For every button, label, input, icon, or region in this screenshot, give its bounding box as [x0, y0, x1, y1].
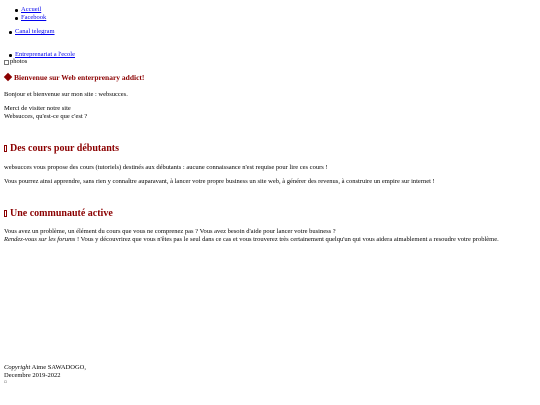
hero-image-alt: photos [10, 58, 28, 65]
footer-dates: Decembre 2019-2022 [4, 372, 61, 379]
footer-mark: ¤ [4, 380, 7, 386]
nav-link-facebook[interactable]: Facebook [21, 14, 47, 21]
courses-paragraph-1: websucces vous propose des cours (tutoriels) destinés aux débutants : aucune connaissance n'est requise pour lire ces cours ! [4, 164, 328, 171]
intro-text: Bonjour et bienvenue sur mon site : websucces. [4, 91, 128, 98]
nav-item-accueil [4, 6, 46, 14]
copyright-author: Aime SAWADOGO, [30, 364, 87, 371]
copyright-label: Copyright [4, 364, 31, 371]
entrepreneurship-link[interactable]: Entreprenariat a l'ecole [15, 51, 75, 58]
community-heading-text: Une communauté active [10, 208, 113, 219]
what-is-text: Websucces, qu'est-ce que c'est ? [4, 113, 88, 120]
community-line-2 [4, 236, 538, 244]
telegram-link[interactable]: Canal telegram [15, 28, 55, 35]
thanks-text: Merci de visiter notre site [4, 105, 71, 112]
telegram-list [0, 28, 55, 36]
forums-link-text: Rendez-vous sur les forums [4, 236, 76, 243]
courses-paragraph-2: Vous pourrez ainsi apprendre, sans rien y connaître auparavant, à lancer votre propre business un site web, à générer des revenus, à construire un empire sur internet ! [4, 178, 435, 185]
main-nav [4, 6, 46, 22]
hero-image [4, 58, 27, 66]
community-heading [4, 208, 113, 220]
courses-heading [4, 143, 119, 155]
nav-link-accueil[interactable]: Accueil [21, 6, 42, 13]
page-title [3, 73, 144, 82]
courses-heading-text: Des cours pour débutants [10, 143, 119, 154]
footer-copyright [4, 364, 86, 372]
broken-image-icon [4, 60, 9, 65]
community-line-2-rest: ! Vous y découvrirez que vous n'êtes pas le seul dans ce cas et vous trouverez très certainement quelqu'un qui vous aidera aimablement a resoudre votre problème. [75, 236, 499, 243]
community-line-1: Vous avez un problème, un élément du cours que vous ne comprenez pas ? Vous avez besoin d'aide pour lancer votre business ? [4, 228, 336, 235]
missing-glyph-icon [4, 145, 7, 152]
nav-item-facebook [4, 14, 46, 22]
diamond-replacement-icon [4, 73, 12, 81]
missing-glyph-icon [4, 210, 7, 217]
nav-item-telegram [0, 28, 55, 36]
page-title-text: Bienvenue sur Web enterprenary addict! [14, 73, 145, 82]
